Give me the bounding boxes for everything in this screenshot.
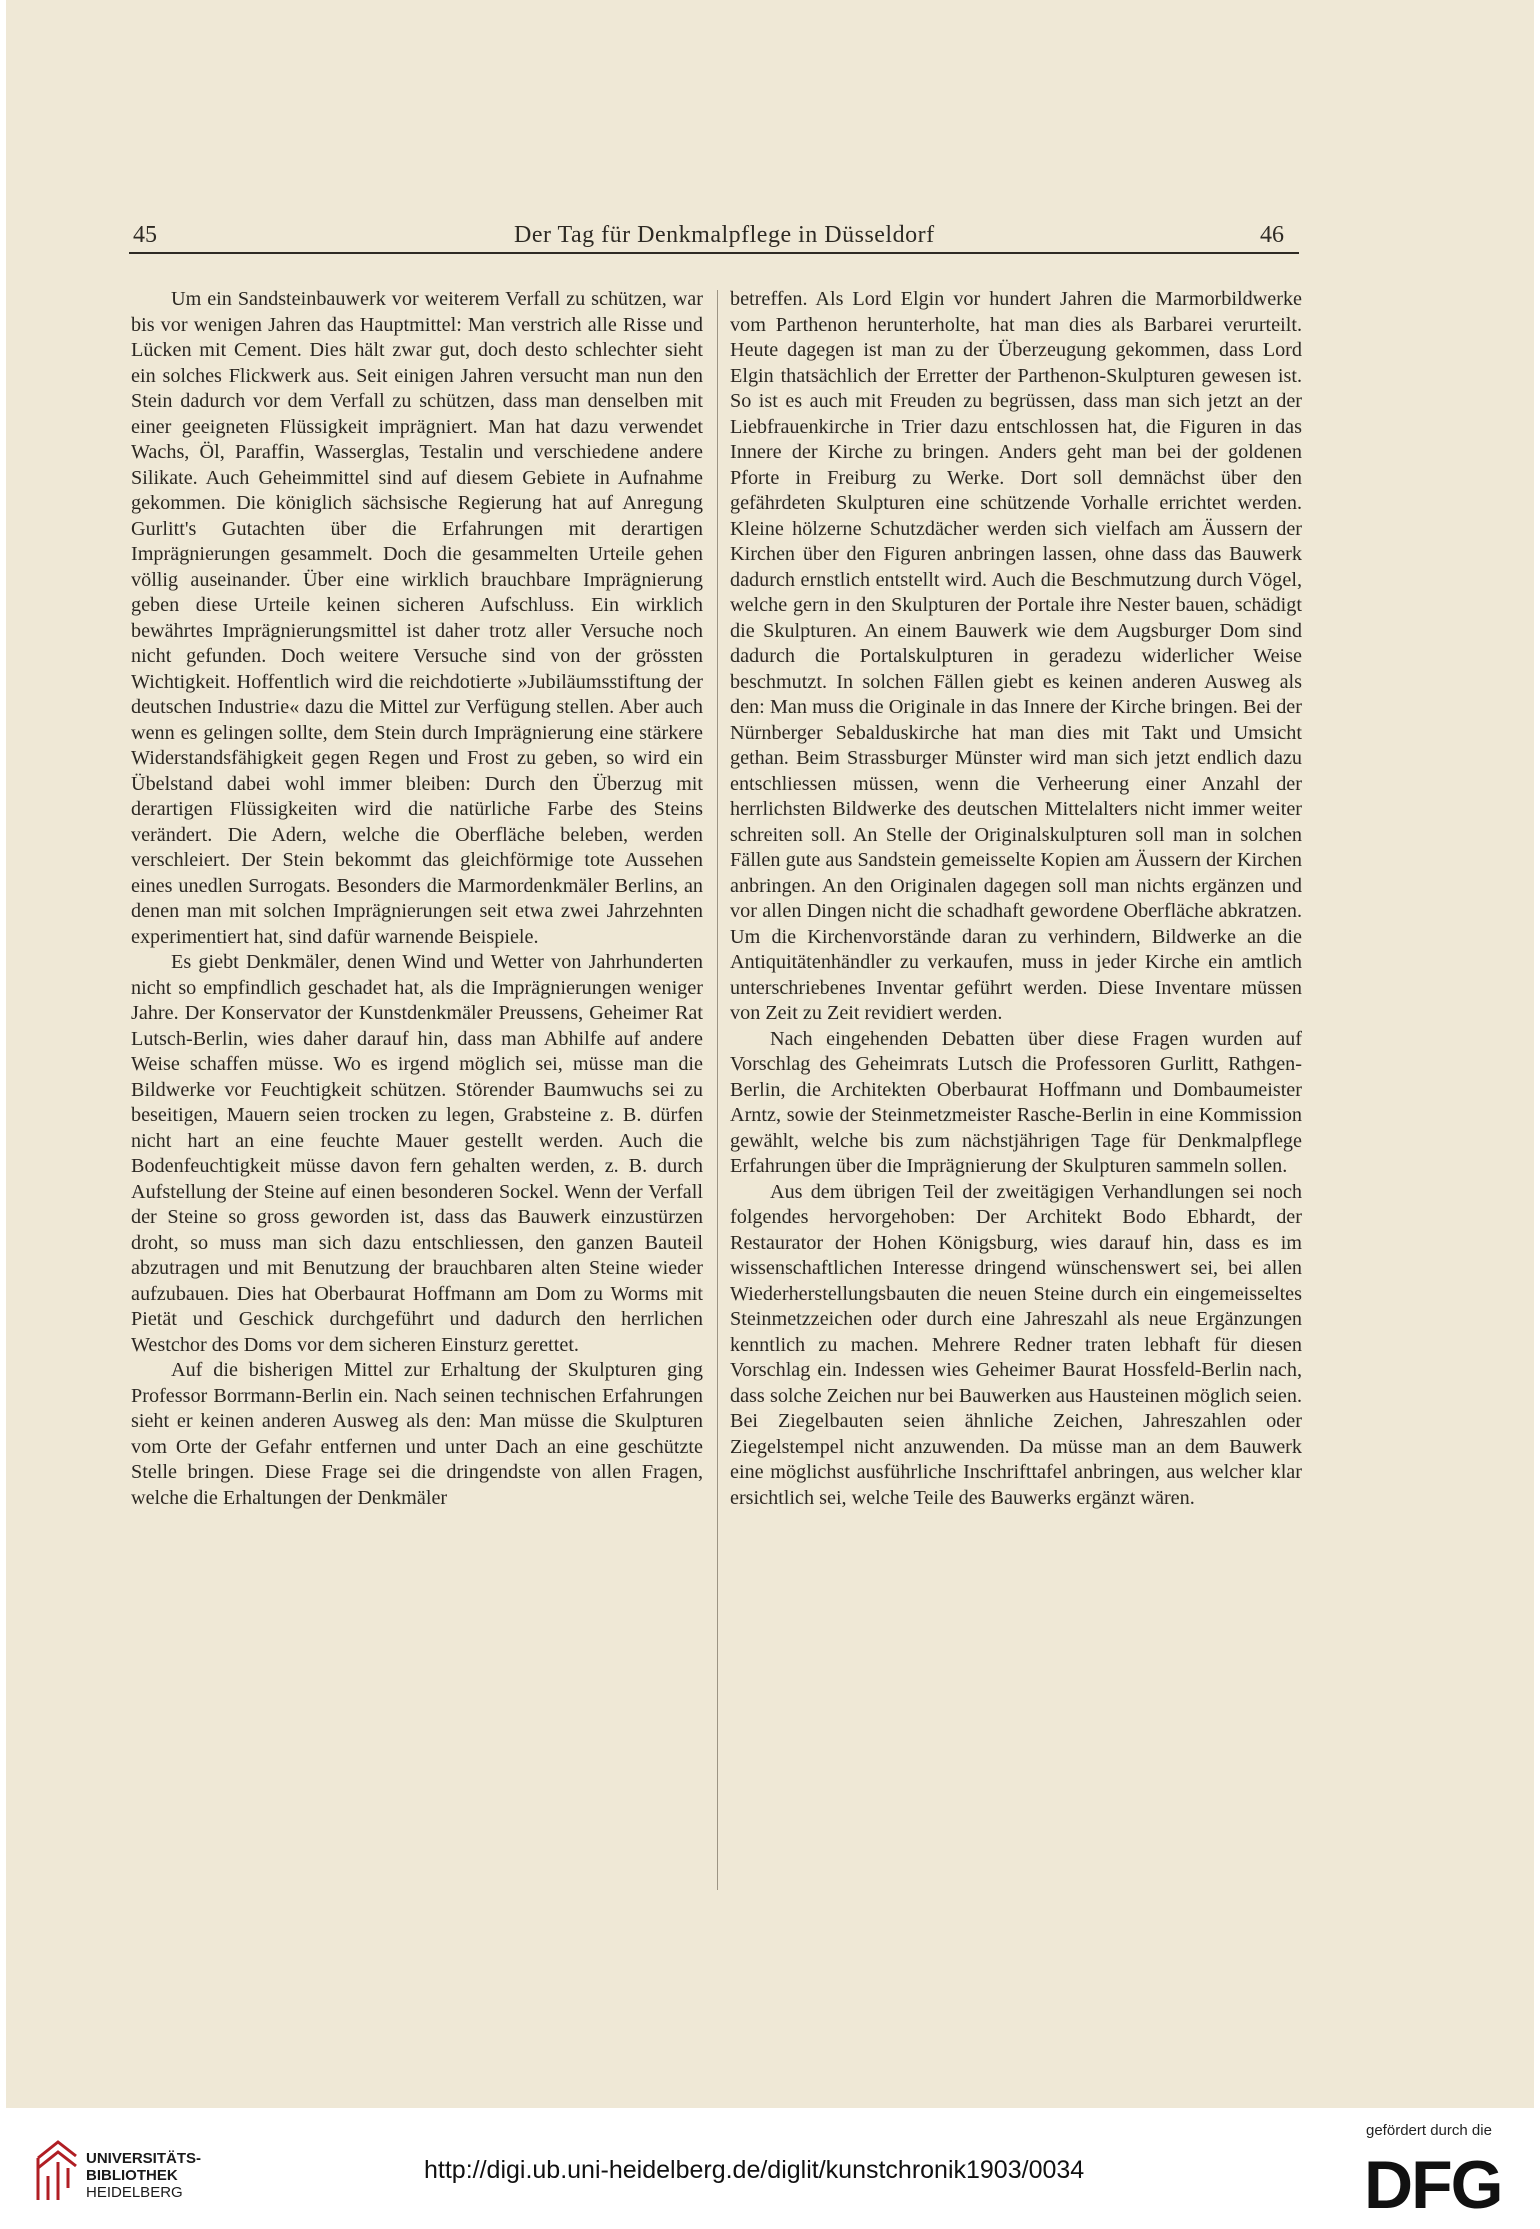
header-rule bbox=[129, 252, 1299, 254]
paragraph: Es giebt Denkmäler, denen Wind und Wetter von Jahrhunderten nicht so empfindlich geschadet hat, als die Imprägnierungen weniger Jahre. Der Konservator der Kunstdenkmäler Preussens, Geheimer Rat Lutsch-Berlin, wies daher darauf hin, dass man Abhilfe auf andere Weise schaffen müsse. Wo es irgend möglich sei, müsse man die Bildwerke vor Feuchtigkeit schützen. Störender Baumwuchs sei zu beseitigen, Mauern seien trocken zu legen, Grabsteine z. B. dürfen nicht hart an eine feuchte Mauer gestellt werden. Auch die Bodenfeuchtigkeit müsse davon fern gehalten werden, z. B. durch Aufstellung der Steine auf einen besonderen Sockel. Wenn der Verfall der Steine so gross geworden ist, dass das Bauwerk einzustürzen droht, so muss man sich dazu entschliessen, den ganzen Bauteil abzutragen und mit Benutzung der brauchbaren alten Steine wieder aufzubauen. Dies hat Oberbaurat Hoffmann am Dom zu Worms mit Pietät und Geschick durchgeführt und dadurch den herrlichen Westchor des Doms vor dem sicheren Einsturz gerettet. bbox=[131, 951, 703, 1356]
paragraph: Nach eingehenden Debatten über diese Fragen wurden auf Vorschlag des Geheimrats Lutsch die Professoren Gurlitt, Rathgen-Berlin, die Architekten Oberbaurat Hoffmann und Dombaumeister Arntz, sowie der Steinmetzmeister Rasche-Berlin in eine Kommission gewählt, welche bis zum nächstjährigen Tage für Denkmalpflege Erfahrungen über die Imprägnierung der Skulpturen sammeln sollen. bbox=[730, 1027, 1302, 1177]
column-divider bbox=[717, 290, 718, 1890]
source-url-link[interactable]: http://digi.ub.uni-heidelberg.de/diglit/kunstchronik1903/0034 bbox=[424, 2156, 1085, 2184]
sponsor-label: gefördert durch die bbox=[1366, 2122, 1492, 2139]
university-logo-icon bbox=[34, 2138, 80, 2204]
university-name bbox=[86, 2150, 201, 2201]
scanned-page bbox=[6, 0, 1534, 2108]
university-name-line: HEIDELBERG bbox=[86, 2184, 183, 2201]
page-number-left: 45 bbox=[133, 222, 157, 248]
university-name-line: BIBLIOTHEK bbox=[86, 2167, 178, 2184]
paragraph: Um ein Sandsteinbauwerk vor weiterem Verfall zu schützen, war bis vor wenigen Jahren das Hauptmittel: Man verstrich alle Risse und Lücken mit Cement. Dies hält zwar gut, doch desto schlechter sieht ein solches Flickwerk aus. Seit einigen Jahren versucht man nun den Stein dadurch vor dem Verfall zu schützen, dass man denselben mit einer geeigneten Flüssigkeit imprägniert. Man hat dazu verwendet Wachs, Öl, Paraffin, Wasserglas, Testalin und verschiedene andere Silikate. Auch Geheimmittel sind auf diesem Gebiete in Aufnahme gekommen. Die königlich sächsische Regierung hat auf Anregung Gurlitt's Gutachten über die Erfahrungen mit derartigen Imprägnierungen gesammelt. Doch die gesammelten Urteile gehen völlig auseinander. Über eine wirklich brauchbare Imprägnierung geben diese Urteile keinen sicheren Aufschluss. Ein wirklich bewährtes Imprägnierungsmittel ist daher trotz aller Versuche noch nicht gefunden. Doch weitere Versuche sind von der grössten Wichtigkeit. Hoffentlich wird die reichdotierte »Jubiläumsstiftung der deutschen Industrie« dazu die Mittel zur Verfügung stellen. Aber auch wenn es gelingen sollte, dem Stein durch Imprägnierung eine stärkere Widerstandsfähigkeit gegen Regen und Frost zu geben, so wird ein Übelstand dabei wohl immer bleiben: Durch den Überzug mit derartigen Flüssigkeiten wird die natürliche Farbe des Steins verändert. Die Adern, welche die Oberfläche beleben, werden verschleiert. Der Stein bekommt das gleichförmige tote Aussehen eines unedlen Surrogats. Besonders die Marmordenkmäler Berlins, an denen man mit solchen Imprägnierungen seit etwa zwei Jahrzehnten experimentiert hat, sind dafür warnende Beispiele. bbox=[131, 288, 703, 948]
paragraph: Auf die bisherigen Mittel zur Erhaltung der Skulpturen ging Professor Borrmann-Berlin ein. Nach seinen technischen Erfahrungen sieht er keinen anderen Ausweg als den: Man müsse die Skulpturen vom Orte der Gefahr entfernen und unter Dach an eine geschützte Stelle bringen. Diese Frage sei die dringendste von allen Fragen, welche die Erhaltungen der Denkmäler bbox=[131, 1359, 703, 1509]
running-title: Der Tag für Denkmalpflege in Düsseldorf bbox=[514, 222, 935, 248]
paragraph: Aus dem übrigen Teil der zweitägigen Verhandlungen sei noch folgendes hervorgehoben: Der Architekt Bodo Ebhardt, der Restaurator der Hohen Königsburg, wies darauf hin, dass es im wissenschaftlichen Interesse dringend wünschenswert sei, bei allen Wiederherstellungsbauten die neuen Steine durch ein eingemeisseltes Steinmetzzeichen oder durch eine Jahreszahl als neue Ergänzungen kenntlich zu machen. Mehrere Redner traten lebhaft für diesen Vorschlag ein. Indessen wies Geheimer Baurat Hossfeld-Berlin nach, dass solche Zeichen nur bei Bauwerken aus Hausteinen möglich seien. Bei Ziegelbauten seien ähnliche Zeichen, Jahreszahlen oder Ziegelstempel nicht anzuwenden. Da müsse man an dem Bauwerk eine möglichst ausführliche Inschrifttafel anbringen, aus welcher klar ersichtlich sei, welche Teile des Bauwerks ergänzt wären. bbox=[730, 1180, 1302, 1509]
paragraph: betreffen. Als Lord Elgin vor hundert Jahren die Marmorbildwerke vom Parthenon herunterholte, hat man dies als Barbarei verurteilt. Heute dagegen ist man zu der Überzeugung gekommen, dass Lord Elgin thatsächlich der Erretter der Parthenon-Skulpturen gewesen ist. So ist es auch mit Freuden zu begrüssen, dass man sich jetzt an der Liebfrauenkirche in Trier dazu entschlossen hat, die Figuren in das Innere der Kirche zu bringen. Anders geht man bei der goldenen Pforte in Freiburg zu Werke. Dort soll demnächst über den gefährdeten Skulpturen eine schützende Vorhalle errichtet werden. Kleine hölzerne Schutzdächer werden sich vielfach am Äussern der Kirchen über den Figuren anbringen lassen, ohne dass das Bauwerk dadurch ernstlich entstellt wird. Auch die Beschmutzung durch Vögel, welche gern in den Skulpturen der Portale ihre Nester bauen, schädigt die Skulpturen. An einem Bauwerk wie dem Augsburger Dom sind dadurch die Portalskulpturen in geradezu widerlicher Weise beschmutzt. In solchen Fällen giebt es keinen anderen Ausweg als den: Man muss die Originale in das Innere der Kirche bringen. Bei der Nürnberger Sebalduskirche hat man dies mit Takt und Umsicht gethan. Beim Strassburger Münster wird man sich jetzt endlich dazu entschliessen müssen, wenn die Verheerung einer Anzahl der herrlichsten Bildwerke des deutschen Mittelalters nicht immer weiter schreiten soll. An Stelle der Originalskulpturen soll man in solchen Fällen gute aus Sandstein gemeisselte Kopien am Äussern der Kirchen anbringen. An den Originalen dagegen soll man nichts ergänzen und vor allen Dingen nicht die schadhaft gewordene Oberfläche abkratzen. Um die Kirchenvorstände daran zu verhindern, Bildwerke an die Antiquitätenhändler zu verkaufen, muss in jeder Kirche ein amtlich unterschriebenes Inventar geführt werden. Diese Inventare müssen von Zeit zu Zeit revidiert werden. bbox=[730, 288, 1302, 1024]
university-name-line: UNIVERSITÄTS- bbox=[86, 2150, 202, 2167]
dfg-logo-text: DFG bbox=[1364, 2152, 1502, 2214]
dfg-logo-icon bbox=[1364, 2152, 1514, 2214]
footer-bar bbox=[0, 2108, 1540, 2229]
text-column-left bbox=[131, 287, 703, 1511]
page-number-right: 46 bbox=[1260, 222, 1284, 248]
text-column-right bbox=[730, 287, 1302, 1511]
